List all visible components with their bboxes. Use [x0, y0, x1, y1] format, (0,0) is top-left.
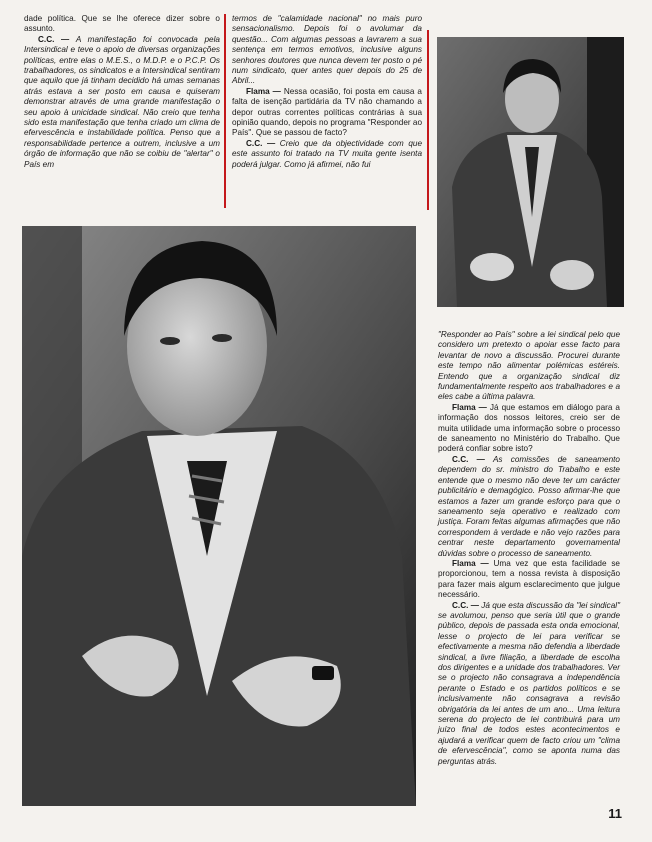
paragraph-text: Uma vez que esta facilidade se proporcionou, tem a nossa revista à disposição para fazer mais algum esclarecimento que julgue necessário.: [438, 558, 620, 600]
paragraph: [438, 403, 620, 455]
paragraph: [232, 139, 422, 170]
paragraph-text: Creio que da objectividade com que este assunto foi tratado na TV muita gente isenta poderá julgar. Como já afirmei, não fui: [232, 138, 423, 169]
article-column-3: [438, 330, 620, 767]
speaker-label: Flama —: [246, 86, 281, 96]
speaker-label: C.C. —: [452, 454, 485, 464]
speaker-label: C.C. —: [38, 34, 70, 44]
paragraph: [438, 455, 620, 559]
paragraph-text: A manifestação foi convocada pela Intersindical e teve o apoio de diversas organizações políticas, entre elas o M.E.S., o M.D.P. e o P.C.P. Os trabalhadores, os sindicatos e a Intersindical sentiram que aquilo que já tinham decidido há umas semanas atrás estava a ser posto em causa e quiseram demonstrar através de uma grande manifestação o seu apoio à unicidade sindical. Não creio que tenha sido esta manifestação que tenha criado um clima de efervescência e instabilidade política. Penso que a responsabilidade pertence a outrem, inclusive a um órgão de informação que não se coibiu de "alertar" o País em: [24, 34, 220, 169]
speaker-label: C.C. —: [246, 138, 276, 148]
article-column-2: [232, 14, 422, 170]
paragraph: [438, 559, 620, 601]
paragraph-text: dade política. Que se lhe oferece dizer sobre o assunto.: [24, 14, 220, 34]
interview-photo-large: [22, 226, 416, 806]
column-divider-rule: [427, 30, 429, 210]
paragraph: [24, 14, 220, 35]
speaker-label: Flama —: [452, 402, 487, 412]
article-column-1: [24, 14, 220, 170]
page-number: 11: [608, 806, 622, 821]
paragraph-text: As comissões de saneamento dependem do sr. ministro do Trabalho e este entende que o mesmo não deve ter um carácter publicitário e demagógico. Posso afirmar-lhe que estamos a fazer um grande esforço para que o saneamento seja operativo e realizado com justiça. Foram feitas algumas afirmações que não correspondem à verdade e não vejo razões para centrar neste departamento governamental dúvidas sobre o processo de saneamento.: [438, 454, 620, 558]
paragraph-text: termos de "calamidade nacional" no mais puro sensacionalismo. Depois foi o avolumar da questão... Com algumas pessoas a lavrarem a sua sentença em termos emotivos, inclusive alguns senhores doutores que nunca devem ter posto o pé num sindicato, quer antes quer depois do 25 de Abril...: [232, 14, 422, 86]
speaker-label: Flama —: [452, 558, 489, 568]
paragraph: [438, 330, 620, 403]
speaker-label: C.C. —: [452, 600, 479, 610]
paragraph: [232, 14, 422, 87]
paragraph-text: Nessa ocasião, foi posta em causa a falta de isenção partidária da TV não chamando a depor outras correntes políticas contrárias à sua opinião quando, depois no programa "Responder ao País". Que se passou de facto?: [232, 86, 422, 138]
paragraph-text: "Responder ao País" sobre a lei sindical pelo que considero um pretexto o apoiar esse facto para levantar de novo a discussão. Procurei durante este tempo não alimentar polémicas estéreis. Entendo que a organização sindical diz fundamentalmente respeito aos trabalhadores e a eles cabe a última palavra.: [438, 330, 620, 402]
interview-photo-small: [437, 37, 624, 307]
paragraph-text: Já que esta discussão da "lei sindical" se avolumou, penso que seria útil que o grande público, depois de passada esta onda emocional, lesse o projecto de lei para verificar se efectivamente a mesma não defendia a liberdade sindical, a livre filiação, a liberdade de escolha dos dirigentes e a unidade dos trabalhadores. Ver se o projecto não consagrava a independência perante o Estado e os partidos políticos e se inclusivamente não consagrava a revisão obrigatória da lei antes de um ano... Uma leitura serena do projecto de lei contribuirá para um juízo final de todos estes acontecimentos e ajudará a verificar quem de facto criou um "clima de efervescência", como se aponta numa das perguntas atrás.: [438, 600, 620, 766]
paragraph: [232, 87, 422, 139]
paragraph-text: Já que estamos em diálogo para a informação dos nossos leitores, creio ser de muita utilidade uma informação sobre o processo de saneamento no Ministério do Trabalho. Que poderá confiar sobre isto?: [438, 402, 620, 454]
paragraph: [24, 35, 220, 170]
column-divider-rule: [224, 14, 226, 208]
paragraph: [438, 601, 620, 768]
